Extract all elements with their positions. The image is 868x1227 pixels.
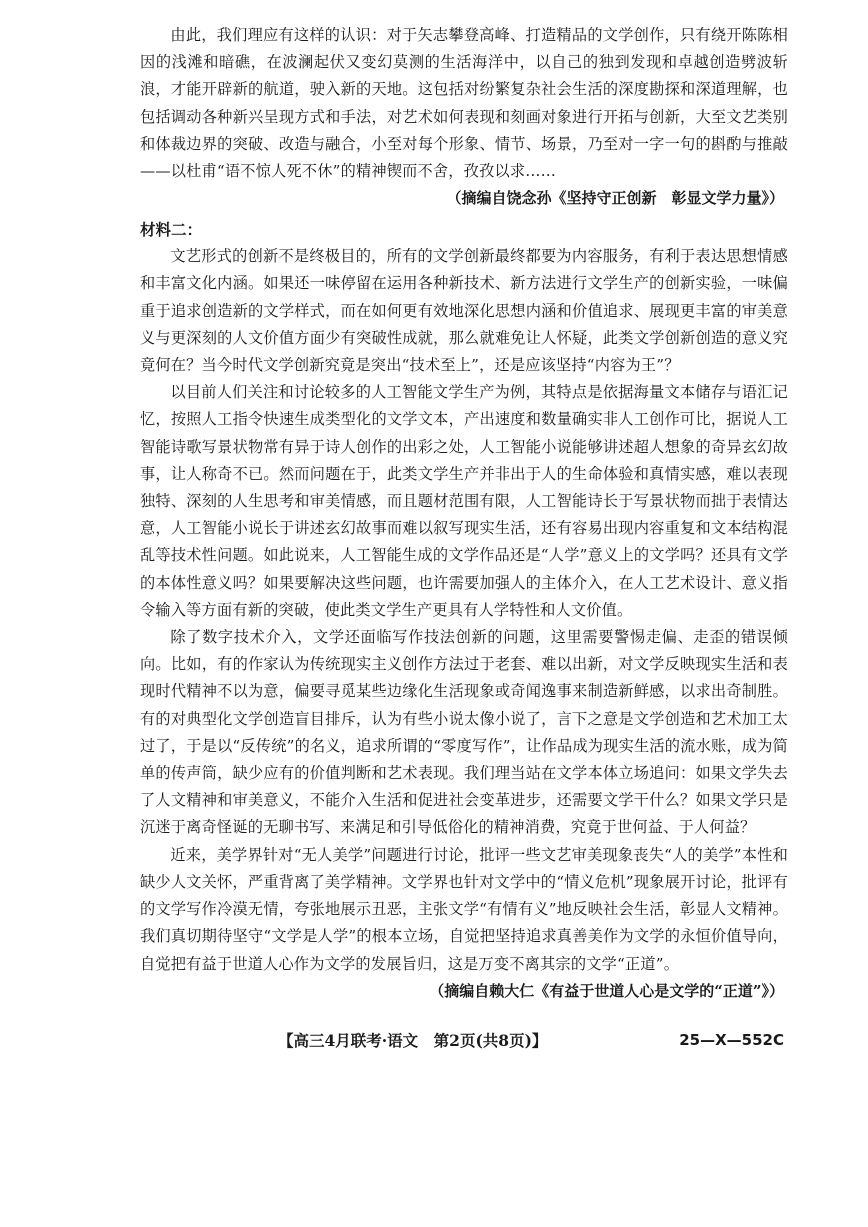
material-2-heading: 材料二： bbox=[140, 220, 203, 240]
paragraph: 由此，我们理应有这样的认识：对于矢志攀登高峰、打造精品的文学创作，只有绕开陈陈相因的浅滩和暗礁，在波澜起伏又变幻莫测的生活海洋中，以自己的独到发现和卓越创造劈波斩浪，才能开辟新的航道，驶入新的天地。这包括对纷繁复杂社会生活的深度勘探和深道理解，也包括调动各种新兴呈现方式和手法，对艺术如何表现和刻画对象进行开拓与创新，大至文艺类别和体裁边界的突破、改造与融合，小至对每个形象、情节、场景，乃至对一字一句的斟酌与推敲——以杜甫“语不惊人死不休”的精神锲而不舍，孜孜以求…… bbox=[140, 26, 788, 181]
paragraph: 以目前人们关注和讨论较多的人工智能文学生产为例，其特点是依据海量文本储存与语汇记忆，按照人工指令快速生成类型化的文学文本，产出速度和数量确实非人工创作可比，据说人工智能诗歌写景状物常有异于诗人创作的出彩之处，人工智能小说能够讲述超人想象的奇异玄幻故事，让人称奇不已。然而问题在于，此类文学生产并非出于人的生命体验和真情实感，难以表现独特、深刻的人生思考和审美情感，而且题材范围有限，人工智能诗长于写景状物而拙于表情达意，人工智能小说长于讲述玄幻故事而难以叙写现实生活，还有容易出现内容重复和文本结构混乱等技术性问题。如此说来，人工智能生成的文学作品还是“人学”意义上的文学吗？还具有文学的本体性意义吗？如果要解决这些问题，也许需要加强人的主体介入，在人工艺术设计、意义指令输入等方面有新的突破，使此类文学生产更具有人学特性和人文价值。 bbox=[140, 383, 788, 619]
paragraph: 近来，美学界针对“无人美学”问题进行讨论，批评一些文艺审美现象丧失“人的美学”本性和缺少人文关怀，严重背离了美学精神。文学界也针对文学中的“情义危机”现象展开讨论，批评有的文学写作冷漠无情，夸张地展示丑恶，主张文学“有情有义”地反映社会生活，彰显人文精神。我们真切期待坚守“文学是人学”的根本立场，自觉把坚持追求真善美作为文学的永恒价值导向，自觉把有益于世道人心作为文学的发展旨归，这是万变不离其宗的文学“正道”。 bbox=[140, 845, 788, 973]
document-body bbox=[140, 22, 788, 1005]
paragraph: 文艺形式的创新不是终极目的，所有的文学创新最终都要为内容服务，有利于表达思想情感和丰富文化内涵。如果还一味停留在运用各种新技术、新方法进行文学生产的创新实验，一味偏重于追求创造新的文学样式，而在如何更有效地深化思想内涵和价值追求、展现更丰富的审美意义与更深刻的人文价值方面少有突破性成就，那么就难免让人怀疑，此类文学创新创造的意义究竟何在？当今时代文学创新究竟是突出“技术至上”，还是应该坚持“内容为王”？ bbox=[140, 247, 788, 375]
page-footer bbox=[278, 1028, 784, 1052]
source-citation-2: （摘编自赖大仁《有益于世道人心是文学的“正道”》） bbox=[429, 981, 784, 1000]
source-citation-1: （摘编自饶念孙《坚持守正创新 彰显文学力量》） bbox=[446, 189, 784, 208]
footer-code: 25—X—552C bbox=[679, 1031, 784, 1049]
footer-exam-info: 【高三4月联考·语文 第2页(共8页)】 bbox=[278, 1031, 548, 1050]
paragraph: 除了数字技术介入，文学还面临写作技法创新的问题，这里需要警惕走偏、走歪的错误倾向。比如，有的作家认为传统现实主义创作方法过于老套、难以出新，对文学反映现实生活和表现时代精神不以为意，偏要寻觅某些边缘化生活现象或奇闻逸事来制造新鲜感，以求出奇制胜。有的对典型化文学创造盲目排斥，认为有些小说太像小说了，言下之意是文学创造和艺术加工太过了，于是以“反传统”的名义，追求所谓的“零度写作”，让作品成为现实生活的流水账，成为简单的传声筒，缺少应有的价值判断和艺术表现。我们理当站在文学本体立场追问：如果文学失去了人文精神和审美意义，不能介入生活和促进社会变革进步，还需要文学干什么？如果文学只是沉迷于离奇怪诞的无聊书写、来满足和引导低俗化的精神消费，究竟于世何益、于人何益？ bbox=[140, 628, 788, 837]
